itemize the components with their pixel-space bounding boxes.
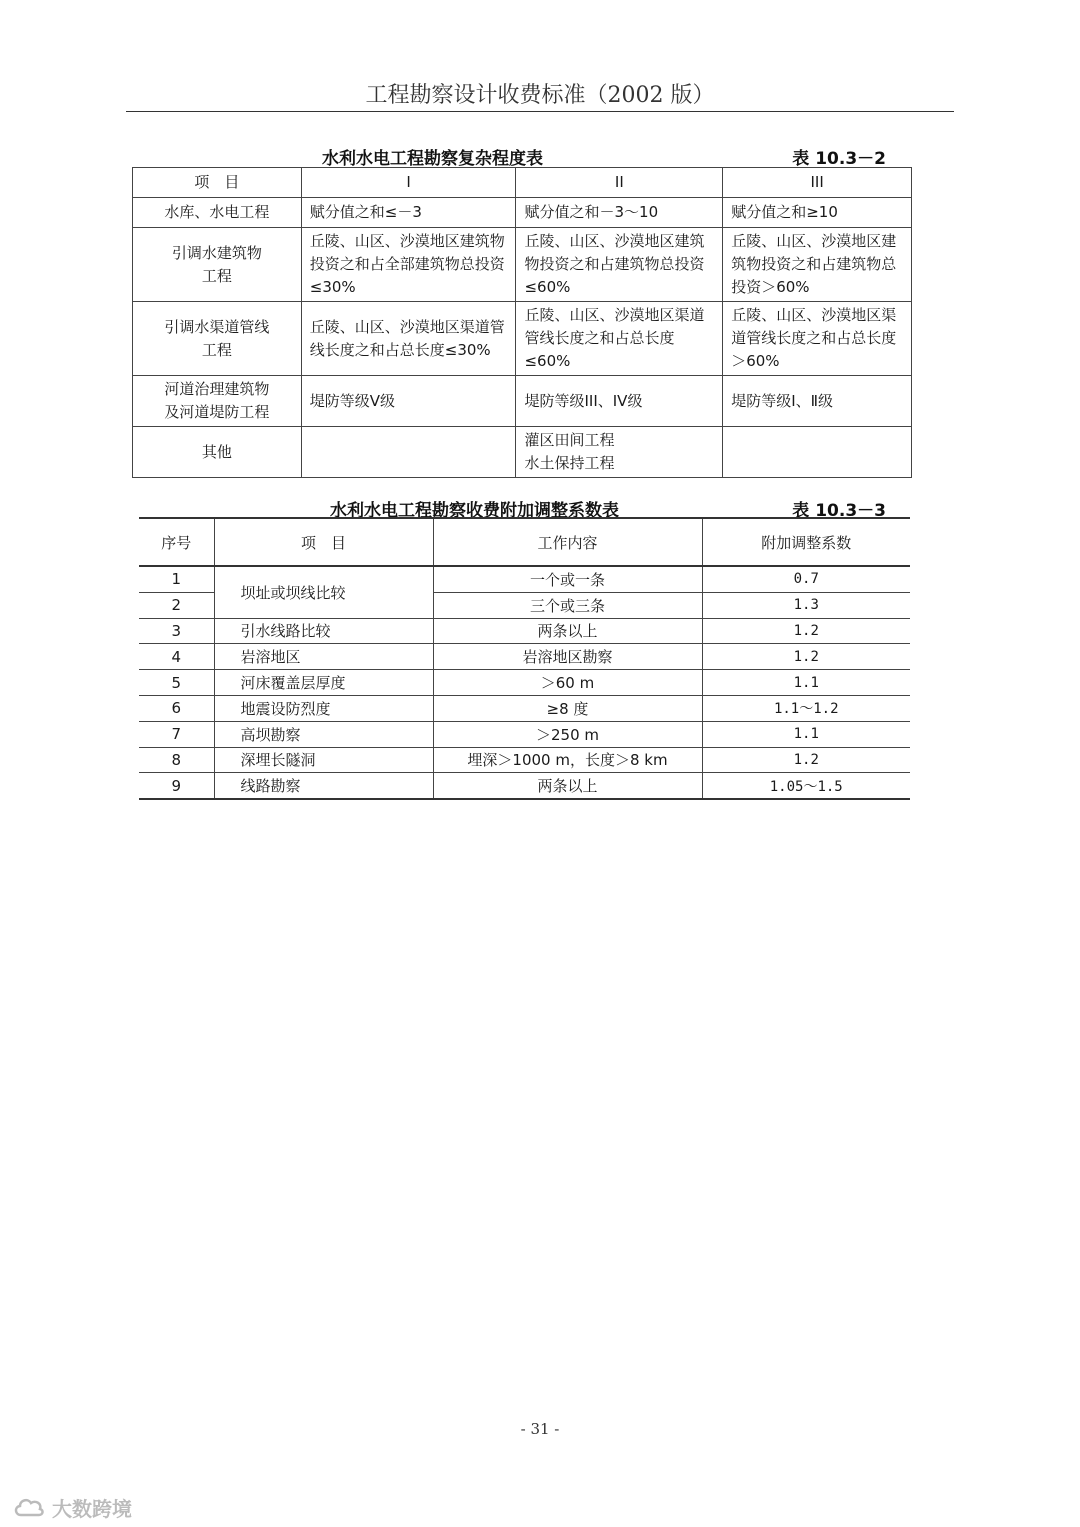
table1-title: 水利水电工程勘察复杂程度表 xyxy=(322,149,543,169)
row-coefficient: 1.3 xyxy=(702,592,910,618)
table-row xyxy=(133,302,912,376)
table-row xyxy=(133,427,912,478)
row-content: 一个或一条 xyxy=(433,566,702,592)
row-label-line: 及河道堤防工程 xyxy=(164,403,270,421)
table-row xyxy=(139,670,910,696)
column-header: II xyxy=(516,168,723,198)
row-label-line: 工程 xyxy=(201,266,232,285)
table-header-row xyxy=(133,168,912,198)
table-cell: 堤防等级Ⅴ级 xyxy=(301,376,516,427)
row-coefficient: 1.2 xyxy=(702,644,910,670)
column-header: III xyxy=(723,168,912,198)
table1-number: 表 10.3－2 xyxy=(792,149,886,169)
table-cell: 丘陵、山区、沙漠地区渠道管线长度之和占总长度＞60% xyxy=(723,302,912,376)
row-coefficient: 1.2 xyxy=(702,747,910,773)
row-coefficient: 0.7 xyxy=(702,566,910,592)
table2-title: 水利水电工程勘察收费附加调整系数表 xyxy=(330,501,619,521)
table-cell: 丘陵、山区、沙漠地区建筑物投资之和占全部建筑物总投资≤30% xyxy=(301,228,516,302)
row-number: 8 xyxy=(139,747,214,773)
page-number: - 31 - xyxy=(520,1420,560,1438)
row-number: 5 xyxy=(139,670,214,696)
column-header: 项 目 xyxy=(133,168,302,198)
table-cell: 丘陵、山区、沙漠地区建筑物投资之和占建筑物总投资＞60% xyxy=(723,228,912,302)
row-label-line: 引调水建筑物 xyxy=(171,243,262,262)
table1-caption xyxy=(132,140,912,170)
row-label: 其他 xyxy=(133,427,302,478)
adjustment-coefficient-table xyxy=(139,517,910,800)
row-content: ≥8 度 xyxy=(433,695,702,721)
row-number: 7 xyxy=(139,721,214,747)
row-coefficient: 1.1～1.2 xyxy=(702,695,910,721)
table-row xyxy=(133,228,912,302)
column-header: 工作内容 xyxy=(433,518,702,566)
row-number: 2 xyxy=(139,592,214,618)
table-cell: 赋分值之和≥10 xyxy=(723,198,912,228)
table-cell: 丘陵、山区、沙漠地区渠道管线长度之和占总长度≤60% xyxy=(516,302,723,376)
row-content: ＞60 m xyxy=(433,670,702,696)
watermark-text: 大数跨境 xyxy=(52,1496,132,1521)
row-label-line: 工程 xyxy=(201,340,232,359)
row-number: 1 xyxy=(139,566,214,592)
table-row xyxy=(139,566,910,592)
row-item: 坝址或坝线比较 xyxy=(214,566,433,618)
table-cell xyxy=(516,427,723,478)
row-content: 两条以上 xyxy=(433,618,702,644)
column-header: 序号 xyxy=(139,518,214,566)
cloud-logo-icon xyxy=(12,1495,46,1519)
header-divider xyxy=(126,111,954,112)
table-row xyxy=(139,644,910,670)
table-cell: 丘陵、山区、沙漠地区渠道管线长度之和占总长度≤30% xyxy=(301,302,516,376)
row-item: 地震设防烈度 xyxy=(214,695,433,721)
column-header: 附加调整系数 xyxy=(702,518,910,566)
row-item: 岩溶地区 xyxy=(214,644,433,670)
table-cell: 赋分值之和≤－3 xyxy=(301,198,516,228)
row-content: 埋深＞1000 m，长度＞8 km xyxy=(433,747,702,773)
row-item: 高坝勘察 xyxy=(214,721,433,747)
complexity-table xyxy=(132,167,912,478)
row-number: 3 xyxy=(139,618,214,644)
table-row xyxy=(133,198,912,228)
row-item: 引水线路比较 xyxy=(214,618,433,644)
row-number: 9 xyxy=(139,773,214,799)
table-cell: 堤防等级Ⅰ、Ⅱ级 xyxy=(723,376,912,427)
table-row xyxy=(139,773,910,799)
table-cell xyxy=(301,427,516,478)
column-header: 项 目 xyxy=(214,518,433,566)
row-coefficient: 1.1 xyxy=(702,670,910,696)
row-label xyxy=(133,376,302,427)
row-label-line: 引调水渠道管线 xyxy=(164,317,270,336)
row-content: ＞250 m xyxy=(433,721,702,747)
row-content: 三个或三条 xyxy=(433,592,702,618)
cell-line: 水土保持工程 xyxy=(524,454,615,472)
table-row xyxy=(139,618,910,644)
table-cell: 赋分值之和－3～10 xyxy=(516,198,723,228)
table-row xyxy=(139,721,910,747)
row-coefficient: 1.2 xyxy=(702,618,910,644)
page-header-title: 工程勘察设计收费标准（2002 版） xyxy=(365,83,715,108)
row-content: 岩溶地区勘察 xyxy=(433,644,702,670)
row-label xyxy=(133,302,302,376)
table2-number: 表 10.3－3 xyxy=(792,501,886,521)
row-label xyxy=(133,228,302,302)
table-header-row xyxy=(139,518,910,566)
row-coefficient: 1.1 xyxy=(702,721,910,747)
table-cell: 堤防等级III、IV级 xyxy=(516,376,723,427)
row-label: 水库、水电工程 xyxy=(133,198,302,228)
row-label-line: 河道治理建筑物 xyxy=(164,380,270,398)
row-item: 深埋长隧洞 xyxy=(214,747,433,773)
watermark xyxy=(12,1493,132,1521)
row-item: 线路勘察 xyxy=(214,773,433,799)
row-number: 6 xyxy=(139,695,214,721)
row-coefficient: 1.05～1.5 xyxy=(702,773,910,799)
table-cell xyxy=(723,427,912,478)
cell-line: 灌区田间工程 xyxy=(524,431,615,449)
table-row xyxy=(139,747,910,773)
row-number: 4 xyxy=(139,644,214,670)
table-cell: 丘陵、山区、沙漠地区建筑物投资之和占建筑物总投资≤60% xyxy=(516,228,723,302)
table-row xyxy=(139,695,910,721)
row-item: 河床覆盖层厚度 xyxy=(214,670,433,696)
column-header: I xyxy=(301,168,516,198)
row-content: 两条以上 xyxy=(433,773,702,799)
table-row xyxy=(133,376,912,427)
